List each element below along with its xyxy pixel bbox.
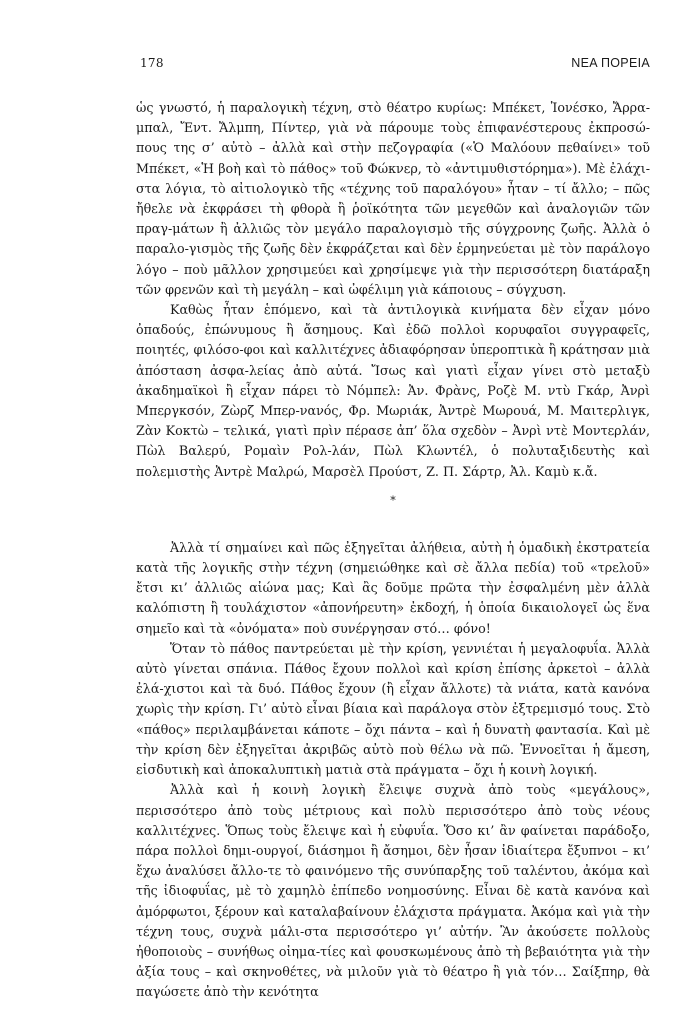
paragraph: Ἀλλὰ καὶ ἡ κοινὴ λογικὴ ἔλειψε συχνὰ ἀπὸ τοὺς «μεγάλους», περισσότερο ἀπὸ τοὺς μέτριους καὶ πολὺ περισσότερο ἀπὸ τοὺς νέους καλλιτέχνες. Ὅπως τοὺς ἔλειψε καὶ ἡ εὐφυΐα. Ὅσο κι’ ἂν φαίνεται παράδοξο, πάρα πολλοὶ δημι-ουργοί, διάσημοι ἢ ἄσημοι, δὲν ἦσαν ἰδιαίτερα ἔξυπνοι – κι’ ἔχω ἀναλύσει ἄλλο-τε τὸ φαινόμενο τῆς συνύπαρξης τοῦ ταλέντου, ἀκόμα καὶ τῆς ἰδιοφυΐας, μὲ τὸ χαμηλὸ ἐπίπεδο νοημοσύνης. Εἶναι δὲ κατὰ κανόνα καὶ ἀμόρφωτοι, ξέρουν καὶ καταλαβαίνουν ἐλάχιστα πράγματα. Ἀκόμα καὶ γιὰ τὴν τέχνη τους, συχνὰ μάλι-στα περισσότερο γι’ αὐτήν. Ἂν ἀκούσετε πολλοὺς ἠθοποιοὺς – συνήθως οἰημα-τίες καὶ φουσκωμένους ἀπὸ τὴ βεβαιότητα γιὰ τὴν ἀξία τους – καὶ σκηνοθέτες, νὰ μιλοῦν γιὰ τὸ θέατρο ἢ γιὰ τόν… Σαίξπηρ, θὰ παγώσετε ἀπὸ τὴν κενότητα (136, 782, 650, 1000)
paragraph: Καθὼς ἦταν ἑπόμενο, καὶ τὰ ἀντιλογικὰ κινήματα δὲν εἶχαν μόνο ὀπαδούς, ἐπώνυμους ἢ ἄσημους. Καὶ ἐδῶ πολλοὶ κορυφαῖοι συγγραφεῖς, ποιητές, φιλόσο-φοι καὶ καλλιτέχνες ἀδιαφόρησαν ὑπεροπτικὰ ἢ κράτησαν μιὰ ἀπόσταση ἀσφα-λείας ἀπὸ αὐτά. Ἴσως καὶ γιατὶ εἶχαν γίνει στὸ μεταξὺ ἀκαδημαϊκοὶ ἢ εἶχαν πάρει τὸ Νόμπελ: Ἀν. Φρὰνς, Ροζὲ Μ. ντὺ Γκάρ, Ἀνρὶ Μπεργκσόν, Ζὼρζ Μπερ-νανός, Φρ. Μωριάκ, Ἀντρὲ Μωρουά, Μ. Μαιτερλιγκ, Ζὰν Κοκτὼ – τελικά, γιατὶ πρὶν πέρασε ἀπ’ ὅλα σχεδὸν – Ἀνρὶ ντὲ Μοντερλάν, Πὼλ Βαλερύ, Ρομαὶν Ρολ-λάν, Πὼλ Κλωντέλ, ὁ πολυταξιδευτὴς καὶ πολεμιστὴς Ἀντρὲ Μαλρώ, Μαρσὲλ Προύστ, Ζ. Π. Σάρτρ, Ἀλ. Καμὺ κ.ἄ. (136, 302, 650, 479)
paragraph: Ἀλλὰ τί σημαίνει καὶ πῶς ἐξηγεῖται ἀλήθεια, αὐτὴ ἡ ὁμαδικὴ ἐκστρατεία κατὰ τῆς λογικῆς στὴν τέχνη (σημειώθηκε καὶ σὲ ἄλλα πεδία) τοῦ «τρελοῦ» ἔτσι κι’ ἀλλιῶς αἰώνα μας; Καὶ ἂς δοῦμε πρῶτα τὴν ἐσφαλμένη μὲν ἀλλὰ καλόπιστη ἢ τουλάχιστον «ἀπονήρευτη» ἐκδοχή, ἡ ὁποία δικαιολογεῖ ὡς ἕνα σημεῖο καὶ τὰ «ὀνόματα» ποὺ συνέργησαν στό… φόνο! (136, 539, 650, 636)
paragraph: Ὅταν τὸ πάθος παντρεύεται μὲ τὴν κρίση, γεννιέται ἡ μεγαλοφυΐα. Ἀλλὰ αὐτὸ γίνεται σπάνια. Πάθος ἔχουν πολλοὶ καὶ κρίση ἐπίσης ἀρκετοὶ – ἀλλὰ ἐλά-χιστοι καὶ τὰ δυό. Πάθος ἔχουν (ἢ εἶχαν ἄλλοτε) τὰ νιάτα, κατὰ κανόνα χωρὶς τὴν κρίση. Γι’ αὐτὸ εἶναι βίαια καὶ παράλογα στὸν ἐξτρεμισμό τους. Στὸ «πάθος» περιλαμβάνεται κάποτε – ὄχι πάντα – καὶ ἡ δυνατὴ φαντασία. Καὶ μὲ τὴν κρίση δὲν ἐξηγεῖται ἀκριβῶς αὐτὸ ποὺ θέλω νὰ πῶ. Ἐννοεῖται ἡ ἄμεση, εἰσδυτικὴ καὶ ἀποκαλυπτικὴ ματιὰ στὰ πράγματα – ὄχι ἡ κοινὴ λογική. (136, 640, 650, 778)
running-title: ΝΕΑ ΠΟΡΕΙΑ (571, 56, 650, 70)
body-text (136, 98, 650, 1003)
section-separator: * (390, 493, 396, 507)
paragraph: ὡς γνωστό, ἡ παραλογικὴ τέχνη, στὸ θέατρο κυρίως: Μπέκετ, Ἰονέσκο, Ἄρρα-μπαλ, Ἔντ. Ἄλμπη, Πίντερ, γιὰ νὰ πάρουμε τοὺς ἐπιφανέστερους ἐκπροσώ-πους της σ’ αὐτὸ – ἀλλὰ καὶ στὴν πεζογραφία («Ὁ Μαλόουν πεθαίνει» τοῦ Μπέκετ, «Ἡ βοὴ καὶ τὸ πάθος» τοῦ Φώκνερ, τὸ «ἀντιμυθιστόρημα»). Μὲ ἐλάχι-στα λόγια, τὸ αἰτιολογικὸ τῆς «τέχνης τοῦ παραλόγου» ἦταν – τί ἄλλο; – πῶς ἤθελε νὰ ἐκφράσει τὴ φθορὰ ἢ ῥοϊκότητα τῶν μεγεθῶν καὶ ἀναλογιῶν τῶν πραγ-μάτων ἢ ἀλλιῶς τὸν μεγάλο παραλογισμὸ τῆς σύγχρονης ζωῆς. Ἀλλὰ ὁ παραλο-γισμὸς τῆς ζωῆς δὲν ἐκφράζεται καὶ δὲν ἑρμηνεύεται μὲ τὸν παράλογο λόγο – ποὺ μᾶλλον χρησιμεύει καὶ χρησίμεψε γιὰ τὴν περισσότερη διατάραξη τῶν φρενῶν καὶ τὴ μεγάλη – καὶ ὠφέλιμη γιὰ κάποιους – σύγχυση. (136, 100, 650, 297)
page-number: 178 (140, 56, 164, 70)
page-header (140, 56, 650, 70)
